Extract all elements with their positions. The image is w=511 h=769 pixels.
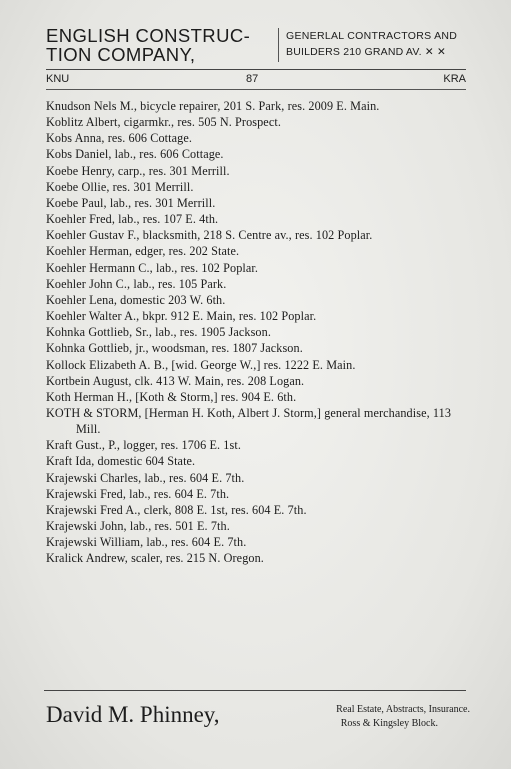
page-number: 87 bbox=[246, 73, 259, 85]
advertiser-services: Real Estate, Abstracts, Insurance. bbox=[336, 704, 470, 715]
directory-entry: Kraft Gust., P., logger, res. 1706 E. 1st. bbox=[46, 438, 241, 453]
directory-entry: Kohnka Gottlieb, Sr., lab., res. 1905 Jackson. bbox=[46, 325, 271, 340]
directory-entry: Krajewski Charles, lab., res. 604 E. 7th. bbox=[46, 470, 245, 485]
directory-entry: Kohnka Gottlieb, jr., woodsman, res. 1807 Jackson. bbox=[46, 341, 303, 356]
ad-company-name bbox=[46, 25, 251, 65]
running-head-right: KRA bbox=[443, 73, 466, 85]
header-rule bbox=[46, 89, 466, 90]
top-rule bbox=[46, 69, 466, 70]
directory-entry: Krajewski Fred, lab., res. 604 E. 7th. bbox=[46, 486, 230, 501]
directory-entry: Knudson Nels M., bicycle repairer, 201 S. Park, res. 2009 E. Main. bbox=[46, 99, 380, 113]
directory-entry: Koth Herman H., [Koth & Storm,] res. 904 E. 6th. bbox=[46, 389, 297, 404]
directory-entry: Koehler Herman, edger, res. 202 State. bbox=[46, 244, 240, 259]
directory-entry: Kobs Anna, res. 606 Cottage. bbox=[46, 131, 192, 146]
advertiser-info bbox=[255, 703, 470, 731]
directory-entry: Koehler Hermann C., lab., res. 102 Poplar. bbox=[46, 260, 259, 275]
ad-divider bbox=[278, 28, 279, 62]
directory-entry: Kralick Andrew, scaler, res. 215 N. Oregon. bbox=[46, 551, 264, 566]
directory-entry: Koehler Gustav F., blacksmith, 218 S. Centre av., res. 102 Poplar. bbox=[46, 228, 373, 243]
directory-entry: Koblitz Albert, cigarmkr., res. 505 N. Prospect. bbox=[46, 115, 281, 130]
directory-entry: Kobs Daniel, lab., res. 606 Cottage. bbox=[46, 147, 224, 162]
bottom-rule bbox=[44, 690, 466, 691]
directory-entry: Koebe Ollie, res. 301 Merrill. bbox=[46, 179, 194, 194]
ad-company-services bbox=[286, 28, 511, 60]
directory-entry: Koehler John C., lab., res. 105 Park. bbox=[46, 276, 227, 291]
directory-entry: Kortbein August, clk. 413 W. Main, res. 208 Logan. bbox=[46, 373, 305, 388]
top-advertisement bbox=[46, 26, 476, 66]
directory-entry: Koebe Paul, lab., res. 301 Merrill. bbox=[46, 195, 216, 210]
running-head-left: KNU bbox=[46, 73, 70, 85]
directory-entry: Koehler Lena, domestic 203 W. 6th. bbox=[46, 292, 226, 307]
directory-entry: Kollock Elizabeth A. B., [wid. George W.,] res. 1222 E. Main. bbox=[46, 357, 356, 372]
ad-company-line2: TION COMPANY, bbox=[46, 44, 196, 65]
directory-entry: KOTH & STORM, [Herman H. Koth, Albert J. Storm,] general merchandise, 113 Mill. bbox=[46, 405, 452, 437]
bottom-advertisement bbox=[46, 700, 476, 740]
directory-entry: Koehler Fred, lab., res. 107 E. 4th. bbox=[46, 212, 219, 227]
directory-entry: Koehler Walter A., bkpr. 912 E. Main, res. 102 Poplar. bbox=[46, 309, 317, 324]
directory-entry: Krajewski William, lab., res. 604 E. 7th. bbox=[46, 535, 247, 550]
ad-services-line2: BUILDERS 210 GRAND AV. ✕ ✕ bbox=[286, 46, 446, 58]
advertiser-address: Ross & Kingsley Block. bbox=[340, 718, 438, 729]
directory-entry: Kraft Ida, domestic 604 State. bbox=[46, 454, 196, 469]
directory-entry: Koebe Henry, carp., res. 301 Merrill. bbox=[46, 163, 230, 178]
ad-services-line1: GENERLAL CONTRACTORS AND bbox=[286, 30, 458, 42]
directory-listing bbox=[46, 98, 476, 567]
advertiser-name: David M. Phinney, bbox=[46, 702, 220, 727]
directory-entry: Krajewski Fred A., clerk, 808 E. 1st, res. 604 E. 7th. bbox=[46, 502, 307, 517]
running-head bbox=[46, 73, 466, 87]
directory-entry: Krajewski John, lab., res. 501 E. 7th. bbox=[46, 519, 230, 534]
ad-company-line1: ENGLISH CONSTRUC- bbox=[46, 25, 251, 46]
